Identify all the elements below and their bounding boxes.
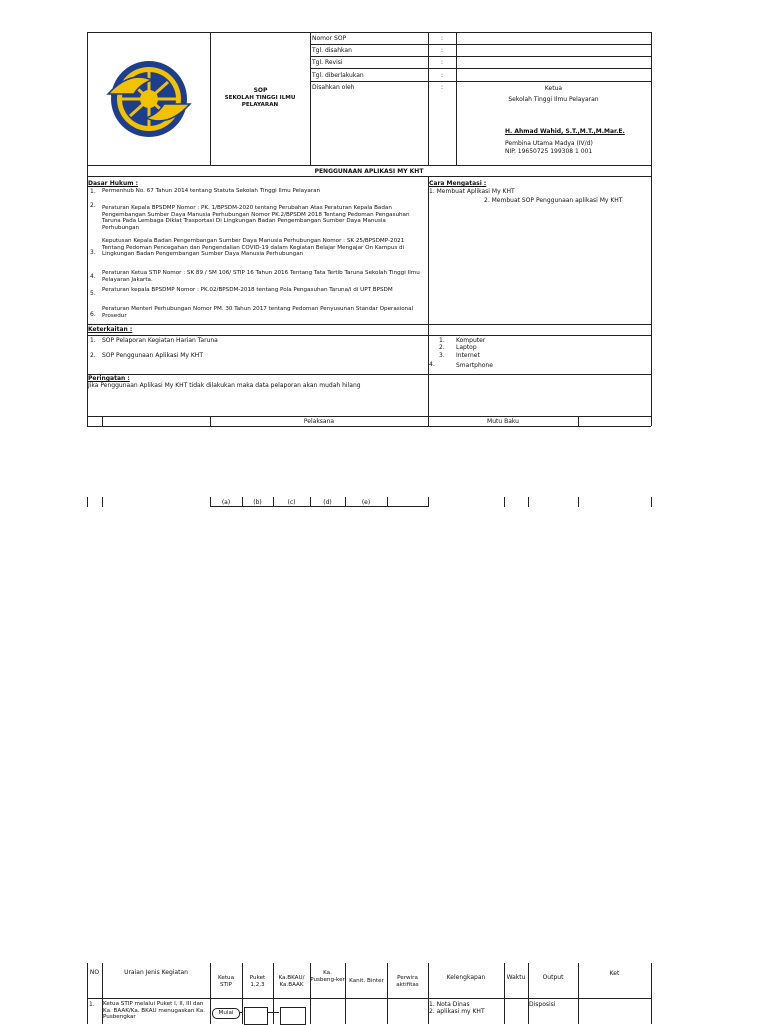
mutu-baku-head: Mutu Baku: [487, 418, 519, 425]
col-letter-b: (b): [253, 499, 262, 506]
dasar-hukum-heading: Dasar Hukum :: [88, 180, 138, 187]
th-ka-bkau: Ka.BKAU/ Ka.BAAK: [278, 975, 305, 988]
field-sep: :: [440, 84, 444, 91]
flow-process-box: [280, 1007, 306, 1025]
institution-name: SEKOLAH TINGGI ILMU PELAYARAN: [224, 95, 296, 108]
equipment-num: 2.: [439, 344, 445, 351]
field-tgl-revisi: Tgl. Revisi: [312, 59, 343, 66]
cara-mengatasi-item: 2. Membuat SOP Penggunaan aplikasi My KHT: [484, 197, 623, 204]
keterkaitan-item: SOP Penggunaan Aplikasi My KHT: [102, 352, 203, 359]
peringatan-heading: Peringatan :: [88, 375, 130, 382]
field-sep: :: [440, 72, 444, 79]
col-letter-e: (e): [361, 499, 371, 506]
flow-start-terminator: [212, 1008, 240, 1019]
th-ka-pusbengker: Ka. Pusbeng-ker: [310, 970, 345, 983]
equipment-item: Smartphone: [456, 362, 493, 369]
dasar-hukum-num: 5.: [90, 290, 96, 297]
dasar-hukum-item: Peraturan kepala BPSDMP Nomor : PK.02/BPSDM-2018 tentang Pola Pengasuhan Taruna/i di UPT BPSDM: [102, 287, 393, 293]
row-uraian: Ketua STIP melalui Puket I, II, III dan Ka. BAAK/Ka. BKAU menugaskan Ka. Pusbengkar: [103, 1001, 205, 1021]
dasar-hukum-item: Peraturan Kepala BPSDMP Nomor : PK. 1/BPSDM-2020 tentang Perubahan Atas Peraturan Kepala Badan Pengembangan Sumber Daya Manusia Perhubungan Nomor PK.2/BPSDM 2018 Tentang Pedoman Pengasuhan Taruna Pada Lembaga Diklat Trasportasi Di Lingkungan Badan Pengembangan Sumber Daya Manusia Perhubungan: [102, 205, 410, 231]
dasar-hukum-item: Keputusan Kepala Badan Pengembangan Sumber Daya Manusia Perhubungan Nomor : SK 25/BPSDMP-2021 Tentang Pedoman Pencegahan dan Pengendalian COVID-19 dalam Kegiatan Belajar Mengajar On Kampus di Lingkungan Badan Pengembangan Sumber Daya Manusia Perhubungan: [102, 238, 405, 258]
field-tgl-disahkan: Tgl. disahkan: [312, 47, 352, 54]
th-perwira: Perwira aktifitas: [396, 975, 419, 988]
equipment-item: Laptop: [456, 344, 477, 351]
document-title: PENGGUNAAN APLIKASI MY KHT: [314, 168, 424, 175]
th-puket: Puket 1,2,3: [249, 975, 266, 988]
col-letter-d: (d): [323, 499, 332, 506]
th-ket: Ket: [609, 970, 620, 977]
dasar-hukum-item: Permenhub No. 67 Tahun 2014 tentang Statuta Sekolah Tinggi Ilmu Pelayaran: [102, 188, 321, 194]
dasar-hukum-num: 6.: [90, 311, 96, 318]
equipment-item: Komputer: [456, 337, 486, 344]
equipment-num: 1.: [439, 337, 445, 344]
flow-process-box: [244, 1007, 268, 1025]
keterkaitan-heading: Keterkaitan :: [88, 326, 133, 333]
approver-institution: Sekolah Tinggi Ilmu Pelayaran: [508, 96, 599, 103]
field-sep: :: [440, 59, 444, 66]
th-output: Output: [542, 974, 564, 981]
th-kelengkapan: Kelengkapan: [446, 974, 486, 981]
th-uraian: Uraian Jenis Kegiatan: [124, 969, 188, 976]
cara-mengatasi-item: 1. Membuat Aplikasi My KHT: [429, 188, 515, 195]
approver-rank: Pembina Utama Madya (IV/d): [505, 140, 593, 147]
dasar-hukum-num: 2.: [90, 202, 96, 209]
dasar-hukum-num: 3.: [90, 249, 96, 256]
keterkaitan-item: SOP Pelaporan Kegiatan Harian Taruna: [102, 337, 218, 344]
field-sep: :: [440, 35, 444, 42]
row-kelengkapan-item: 1. Nota Dinas: [429, 1001, 470, 1008]
equipment-item: Internet: [456, 352, 480, 359]
pelaksana-head: Pelaksana: [303, 418, 335, 425]
field-tgl-diberlakukan: Tgl. diberlakukan: [312, 72, 364, 79]
dasar-hukum-num: 1.: [90, 188, 96, 195]
col-letter-c: (c): [287, 499, 296, 506]
row-no: 1.: [89, 1001, 95, 1008]
cara-mengatasi-heading: Cara Mengatasi :: [429, 180, 487, 187]
keterkaitan-num: 1.: [90, 337, 96, 344]
institution-logo: [100, 50, 198, 148]
row-output: Disposisi: [529, 1001, 556, 1008]
sop-label: SOP: [253, 87, 268, 94]
dasar-hukum-num: 4.: [90, 273, 96, 280]
col-letter-a: (a): [221, 499, 231, 506]
equipment-num: 3.: [439, 352, 445, 359]
approver-position: Ketua: [544, 85, 563, 92]
row-kelengkapan-item: 2. aplikasi my KHT: [429, 1008, 485, 1015]
keterkaitan-num: 2.: [90, 352, 96, 359]
approver-nip: NIP. 19650725 199308 1 001: [505, 148, 593, 155]
equipment-num: 4.: [429, 361, 435, 368]
th-waktu: Waktu: [506, 974, 526, 981]
peringatan-text: Jika Penggunaan Aplikasi My KHT tidak dilakukan maka data pelaporan akan mudah hilang: [88, 382, 361, 389]
th-ketua-stip: Ketua STIP: [218, 975, 234, 988]
flow-start-label: Mulai: [218, 1010, 234, 1016]
th-kanit-binter: Kanit. Binter: [349, 978, 384, 984]
field-sep: :: [440, 47, 444, 54]
th-no: NO: [89, 969, 100, 976]
dasar-hukum-item: Peraturan Ketua STIP Nomor : SK 89 / SM 106/ STIP 16 Tahun 2016 Tentang Tata Tertib Taruna Sekolah Tinggi Ilmu Pelayaran Jakarta.: [102, 270, 420, 283]
field-nomor-sop: Nomor SOP: [312, 35, 347, 42]
dasar-hukum-item: Peraturan Menteri Perhubungan Nomor PM. 30 Tahun 2017 tentang Pedoman Penyusunan Standar Operasional Prosedur: [102, 306, 414, 319]
field-disahkan-oleh: Disahkan oleh: [312, 84, 355, 91]
approver-name: H. Ahmad Wahid, S.T.,M.T.,M.Mar.E.: [505, 128, 625, 135]
